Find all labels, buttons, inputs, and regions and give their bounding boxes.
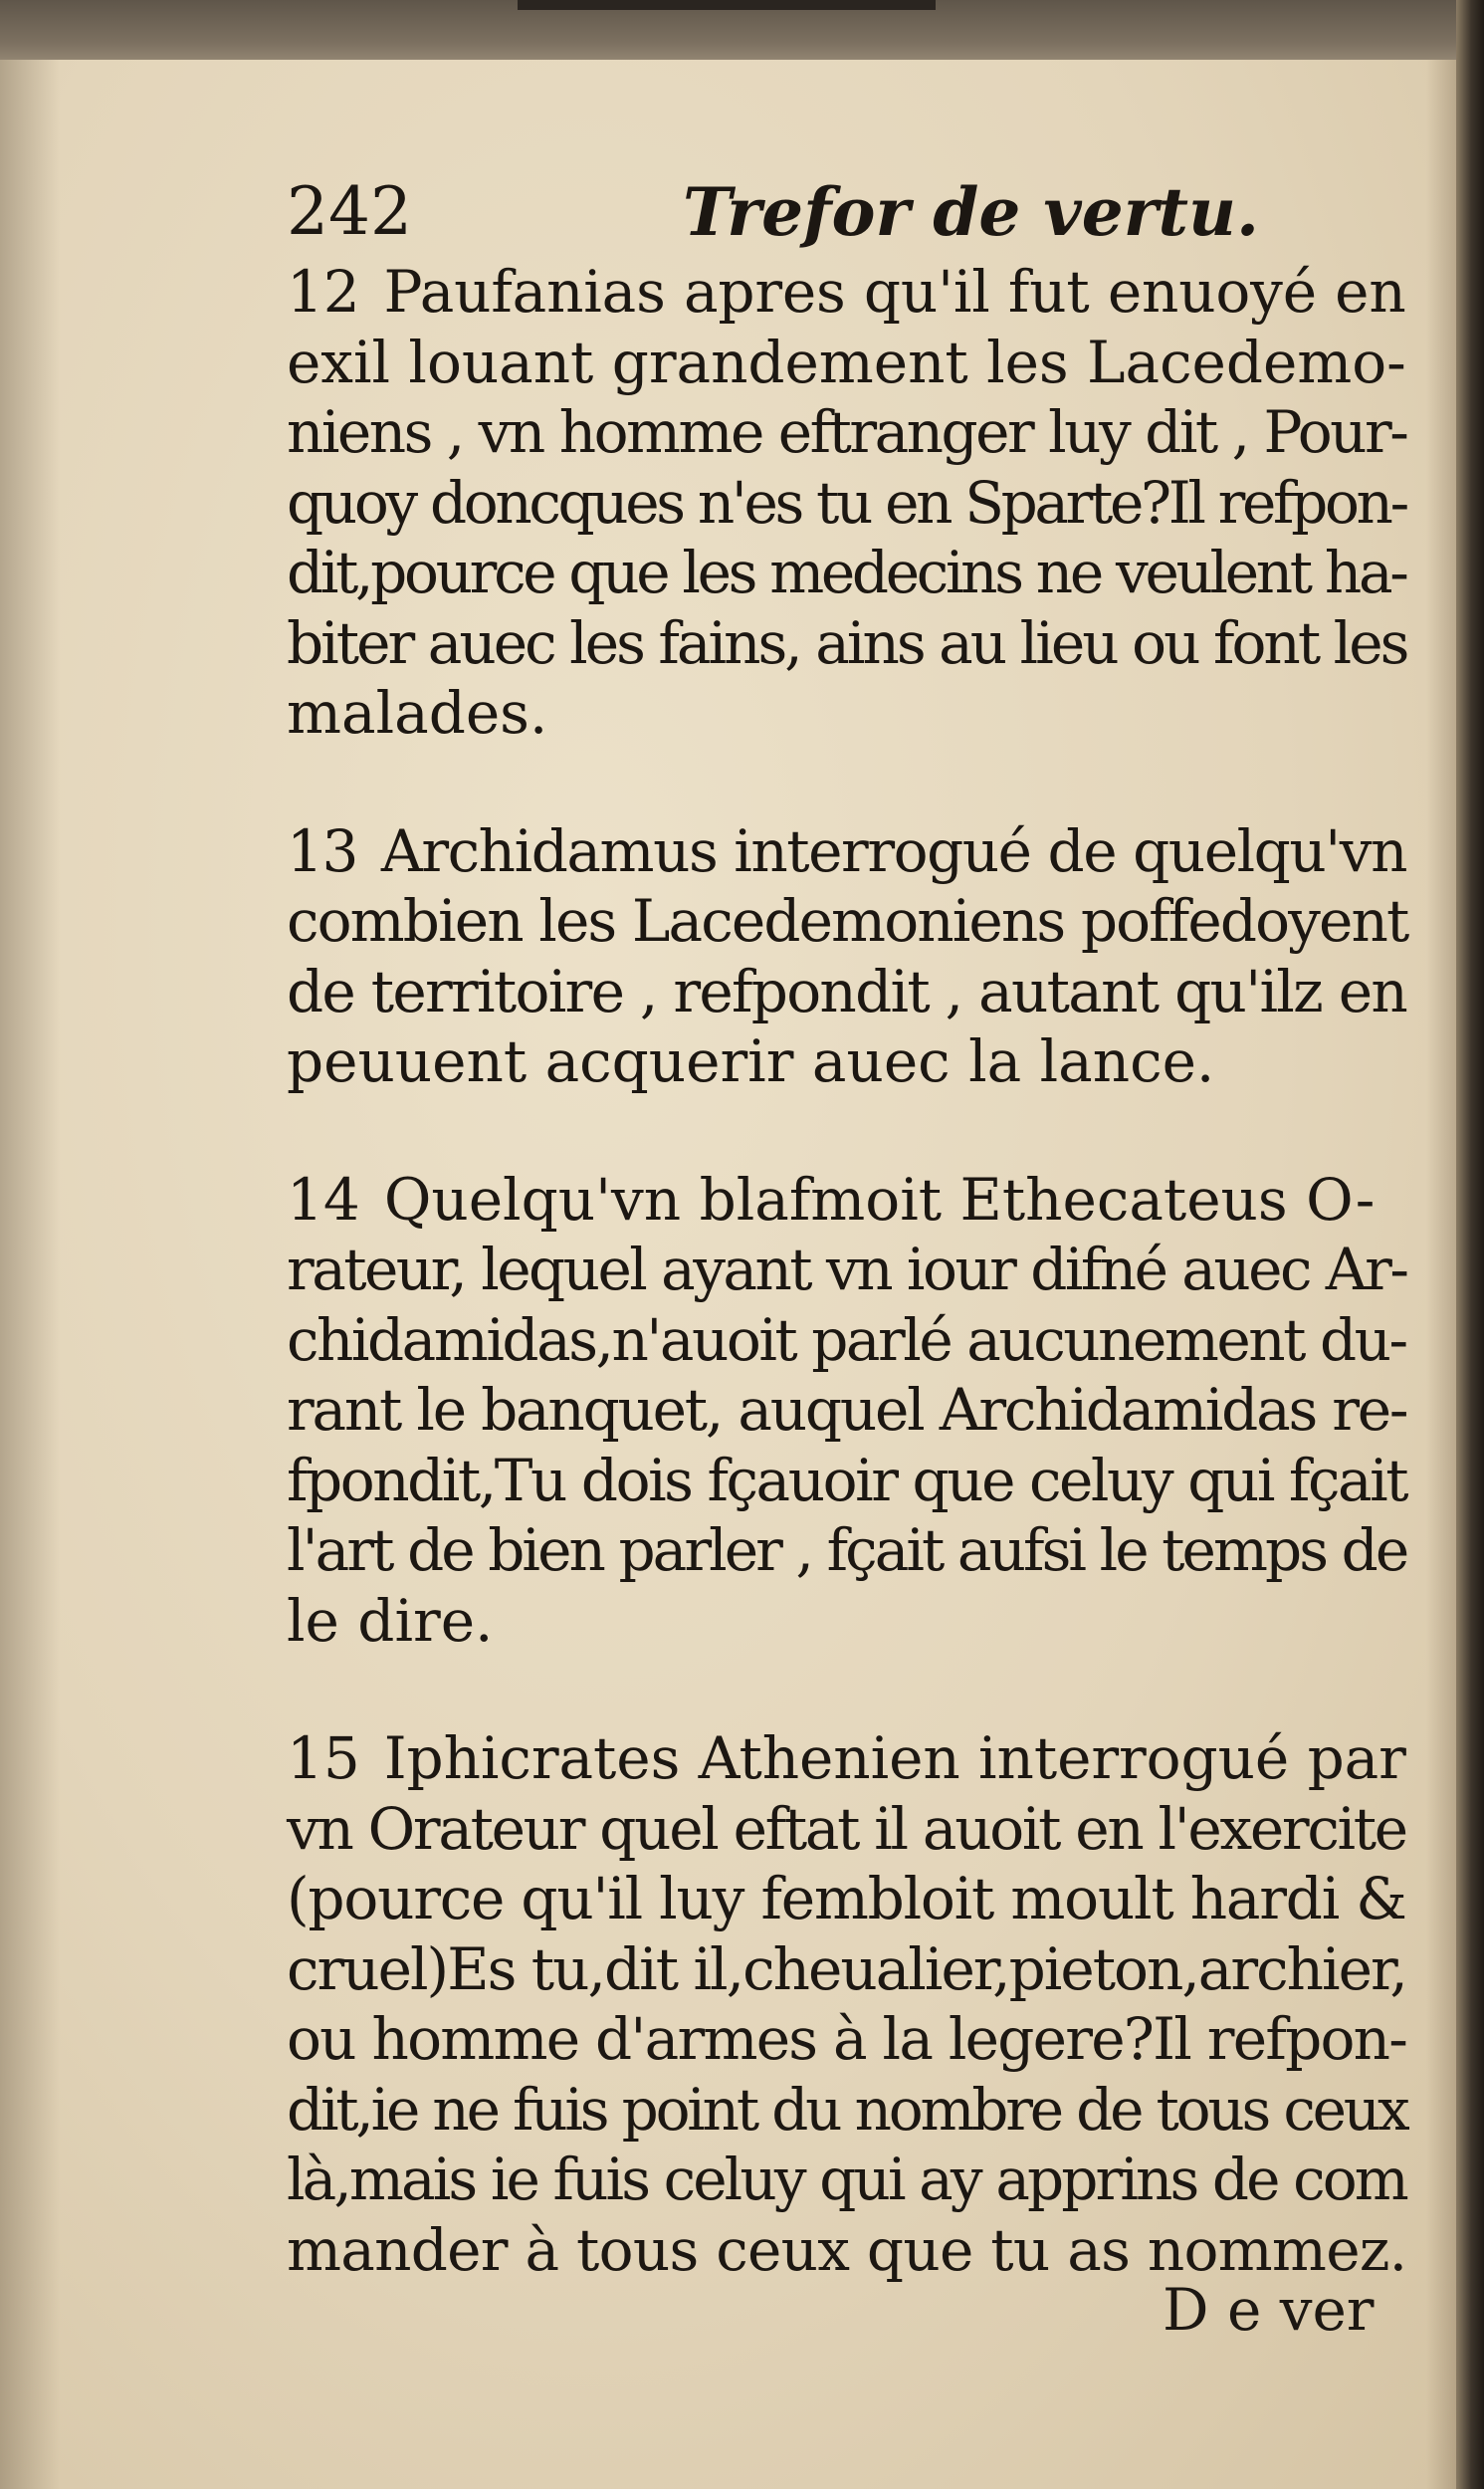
paragraph-number: 13 [287, 816, 357, 885]
text-line [287, 816, 1406, 887]
text-line [287, 957, 1406, 1027]
text-line [287, 886, 1406, 957]
text-line [287, 538, 1406, 608]
line-text: mander à tous ceux que tu as nommez. [287, 2215, 1407, 2284]
text-line [287, 1235, 1406, 1305]
page-curl-shadow [0, 60, 60, 2489]
line-text: Quelqu'vn blafmoit Ethecateus O- [383, 1165, 1376, 1234]
text-line [287, 608, 1406, 679]
page-text-block [287, 167, 1406, 2285]
paragraph-15 [287, 1723, 1406, 2285]
line-text: ou homme d'armes à la legere?Il refpon- [287, 2005, 1407, 2073]
line-text: biter auec les fains, ains au lieu ou font les [287, 608, 1407, 677]
text-line [287, 1446, 1406, 1516]
line-text: vn Orateur quel eftat il auoit en l'exercite [287, 1794, 1406, 1863]
text-line [287, 1305, 1406, 1376]
text-line [287, 1515, 1406, 1586]
text-line [287, 1723, 1406, 1794]
line-text: exil louant grandement les Lacedemo- [287, 328, 1406, 396]
line-text: de territoire , refpondit , autant qu'ilz en [287, 957, 1406, 1025]
text-line [287, 1864, 1406, 1934]
paragraph-number: 12 [287, 258, 360, 326]
line-text: dit,pource que les medecins ne veulent ha- [287, 539, 1406, 606]
paragraph-13 [287, 816, 1406, 1097]
text-line [287, 1026, 1406, 1097]
text-line [287, 397, 1406, 468]
text-line [287, 2075, 1406, 2146]
line-text: fpondit,Tu dois fçauoir que celuy qui fçait [287, 1446, 1407, 1514]
text-line [287, 1794, 1406, 1865]
line-text: Iphicrates Athenien interrogué par [383, 1724, 1406, 1792]
text-line [287, 2004, 1406, 2075]
line-text: le dire. [287, 1586, 494, 1655]
line-text: (pource qu'il luy fembloit moult hardi & [287, 1865, 1406, 1932]
page-number: 242 [287, 173, 412, 250]
text-line [287, 468, 1406, 539]
text-line [287, 1934, 1406, 2005]
scanner-clip [518, 0, 936, 10]
line-text: malades. [287, 679, 548, 747]
text-line [287, 2215, 1406, 2286]
paragraph-14 [287, 1165, 1406, 1657]
line-text: là,mais ie fuis celuy qui ay apprins de com [287, 2146, 1406, 2213]
text-line [287, 328, 1406, 398]
line-text: peuuent acquerir auec la lance. [287, 1027, 1215, 1095]
page-header [287, 167, 1406, 257]
line-text: combien les Lacedemoniens poffedoyent [287, 887, 1408, 955]
line-text: cruel)Es tu,dit il,cheualier,pieton,archier, [287, 1934, 1406, 2003]
text-line [287, 678, 1406, 749]
line-text: rant le banquet, auquel Archidamidas re- [287, 1376, 1407, 1444]
line-text: niens , vn homme eftranger luy dit , Pour- [287, 398, 1407, 466]
text-line [287, 1375, 1406, 1446]
text-line [287, 257, 1406, 328]
line-text: rateur, lequel ayant vn iour difné auec Ar- [287, 1236, 1407, 1303]
line-text: Archidamus interrogué de quelqu'vn [380, 816, 1407, 885]
line-text: chidamidas,n'auoit parlé aucunement du- [287, 1305, 1406, 1374]
text-line [287, 1586, 1406, 1657]
book-spine [1456, 0, 1484, 2489]
line-text: l'art de bien parler , fçait aufsi le temps de [287, 1516, 1407, 1584]
binding-shadow [1426, 60, 1456, 2489]
catchword: D e ver [1163, 2276, 1375, 2344]
text-line [287, 1165, 1406, 1236]
line-text: quoy doncques n'es tu en Sparte?Il refpon- [287, 468, 1406, 537]
line-text: Paufanias apres qu'il fut enuoyé en [383, 258, 1406, 326]
running-title: Trefor de vertu. [683, 173, 1259, 251]
paragraph-number: 15 [287, 1724, 360, 1792]
paragraph-number: 14 [287, 1165, 360, 1234]
paragraph-12 [287, 257, 1406, 749]
line-text: dit,ie ne fuis point du nombre de tous ceux [287, 2075, 1407, 2144]
text-line [287, 2145, 1406, 2215]
